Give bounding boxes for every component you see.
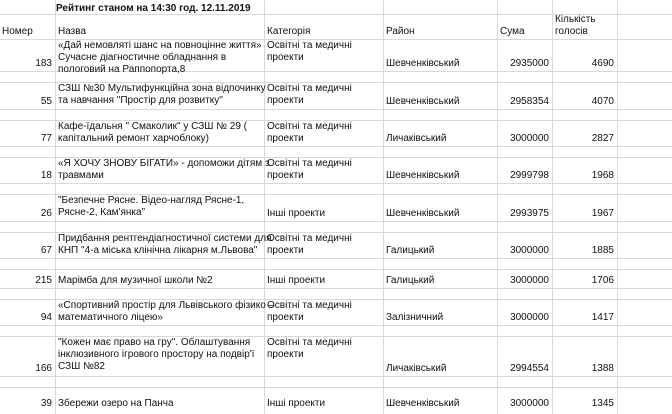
cell-category-line1: Освітні та медичні <box>267 337 352 348</box>
cell-district: Личаківський <box>386 363 447 374</box>
cell-name-line1: «Я ХОЧУ ЗНОВУ БІГАТИ» - допоможи дітям з <box>58 158 270 169</box>
grid-line <box>0 325 672 326</box>
cell-category-line1: Інші проекти <box>267 398 326 409</box>
grid-line <box>0 146 672 147</box>
cell-category-line1: Освітні та медичні <box>267 121 352 132</box>
cell-sum: 2993975 <box>510 208 549 219</box>
cell-name-line1: «Спортивний простір для Львівського фізико – <box>58 300 275 311</box>
cell-district: Шевченківський <box>386 58 460 69</box>
cell-name-line2: інклюзивного ігрового простору на подвір'ї <box>58 349 255 360</box>
cell-district: Шевченківський <box>386 96 460 107</box>
cell-district: Шевченківський <box>386 208 460 219</box>
cell-name-line3: пологовий на Раппопорта,8 <box>58 64 186 75</box>
cell-votes: 1706 <box>591 275 614 286</box>
header-votes-line2: голосів <box>555 26 588 37</box>
cell-category-line2: проекти <box>267 95 304 106</box>
grid-line <box>0 258 672 259</box>
grid-line <box>552 0 553 414</box>
grid-line <box>0 221 672 222</box>
cell-district: Шевченківський <box>386 398 460 409</box>
cell-votes: 1968 <box>591 170 614 181</box>
cell-sum: 3000000 <box>510 245 549 256</box>
cell-district: Шевченківський <box>386 170 460 181</box>
cell-votes: 2827 <box>591 133 614 144</box>
cell-sum: 3000000 <box>510 312 549 323</box>
cell-category-line1: Освітні та медичні <box>267 40 352 51</box>
cell-name-line2: та навчання "Простір для розвитку" <box>58 95 223 106</box>
cell-name-line3: СЗШ №82 <box>58 361 105 372</box>
cell-category-line2: проекти <box>267 52 304 63</box>
cell-category-line2: проекти <box>267 349 304 360</box>
grid-line <box>0 288 672 289</box>
cell-category-line1: Освітні та медичні <box>267 233 352 244</box>
header-district: Район <box>386 26 415 37</box>
cell-name-line2: травмами <box>58 170 104 181</box>
cell-category-line1: Освітні та медичні <box>267 158 352 169</box>
header-votes-line1: Кількість <box>555 14 596 25</box>
grid-line <box>0 109 672 110</box>
cell-number: 18 <box>40 170 52 181</box>
cell-category-line1: Освітні та медичні <box>267 83 352 94</box>
cell-category-line1: Освітні та медичні <box>267 300 352 311</box>
cell-votes: 4070 <box>591 96 614 107</box>
cell-name-line1: Кафе-їдальня " Смаколик" у СЗШ № 29 ( <box>58 121 247 132</box>
cell-sum: 3000000 <box>510 398 549 409</box>
cell-name-line1: «Дай немовляті шанс на повноцінне життя» <box>58 40 262 51</box>
cell-category-line2: проекти <box>267 245 304 256</box>
header-name: Назва <box>58 26 87 37</box>
cell-sum: 3000000 <box>510 133 549 144</box>
cell-votes: 1345 <box>591 398 614 409</box>
cell-name-line2: КНП "4-а міська клінічна лікарня м.Львова" <box>58 245 258 256</box>
cell-category-line1: Інші проекти <box>267 208 326 219</box>
grid-line <box>55 0 56 414</box>
grid-line <box>617 0 618 414</box>
cell-sum: 2994554 <box>510 363 549 374</box>
cell-sum: 3000000 <box>510 275 549 286</box>
header-number: Номер <box>2 26 33 37</box>
cell-name-line1: Збережи озеро на Панча <box>58 398 174 409</box>
cell-number: 39 <box>40 398 52 409</box>
grid-line <box>497 0 498 414</box>
grid-line <box>0 269 672 270</box>
header-sum: Сума <box>500 26 525 37</box>
grid-line <box>0 387 672 388</box>
cell-number: 77 <box>40 133 52 144</box>
cell-district: Галицький <box>386 245 435 256</box>
cell-number: 26 <box>40 208 52 219</box>
cell-number: 55 <box>40 96 52 107</box>
cell-name-line2: капітальний ремонт харчоблоку) <box>58 133 209 144</box>
cell-sum: 2958354 <box>510 96 549 107</box>
cell-category-line2: проекти <box>267 312 304 323</box>
cell-name-line1: Марімба для музичної школи №2 <box>58 275 213 286</box>
cell-votes: 1388 <box>591 363 614 374</box>
cell-votes: 1417 <box>591 312 614 323</box>
cell-district: Залізничний <box>386 312 444 323</box>
cell-number: 94 <box>40 312 52 323</box>
cell-district: Личаківський <box>386 133 447 144</box>
cell-number: 183 <box>35 58 52 69</box>
cell-votes: 1885 <box>591 245 614 256</box>
cell-category-line2: проекти <box>267 133 304 144</box>
cell-name-line2: Сучасне діагностичне обладнання в <box>58 52 227 63</box>
cell-number: 67 <box>40 245 52 256</box>
cell-category-line2: проекти <box>267 170 304 181</box>
cell-votes: 4690 <box>591 58 614 69</box>
report-title: Рейтинг станом на 14:30 год. 12.11.2019 <box>56 3 251 14</box>
cell-name-line1: "Безпечне Рясне. Відео-нагляд Рясне-1, <box>58 195 245 206</box>
cell-category-line1: Інші проекти <box>267 275 326 286</box>
cell-name-line2: Рясне-2, Кам'янка" <box>58 207 146 218</box>
cell-sum: 2935000 <box>510 58 549 69</box>
grid-line <box>0 183 672 184</box>
header-category: Категорія <box>267 26 311 37</box>
cell-name-line1: Придбання рентгендіагностичної системи для <box>58 233 272 244</box>
grid-line <box>383 0 384 414</box>
cell-district: Галицький <box>386 275 435 286</box>
cell-name-line2: математичного ліцею» <box>58 312 163 323</box>
cell-number: 166 <box>35 363 52 374</box>
cell-number: 215 <box>35 275 52 286</box>
grid-line <box>264 0 265 414</box>
grid-line <box>0 376 672 377</box>
cell-name-line1: СЗШ №30 Мультифункційна зона відпочинку <box>58 83 266 94</box>
cell-name-line1: "Кожен має право на гру". Облаштування <box>58 337 251 348</box>
cell-sum: 2999798 <box>510 170 549 181</box>
cell-votes: 1967 <box>591 208 614 219</box>
